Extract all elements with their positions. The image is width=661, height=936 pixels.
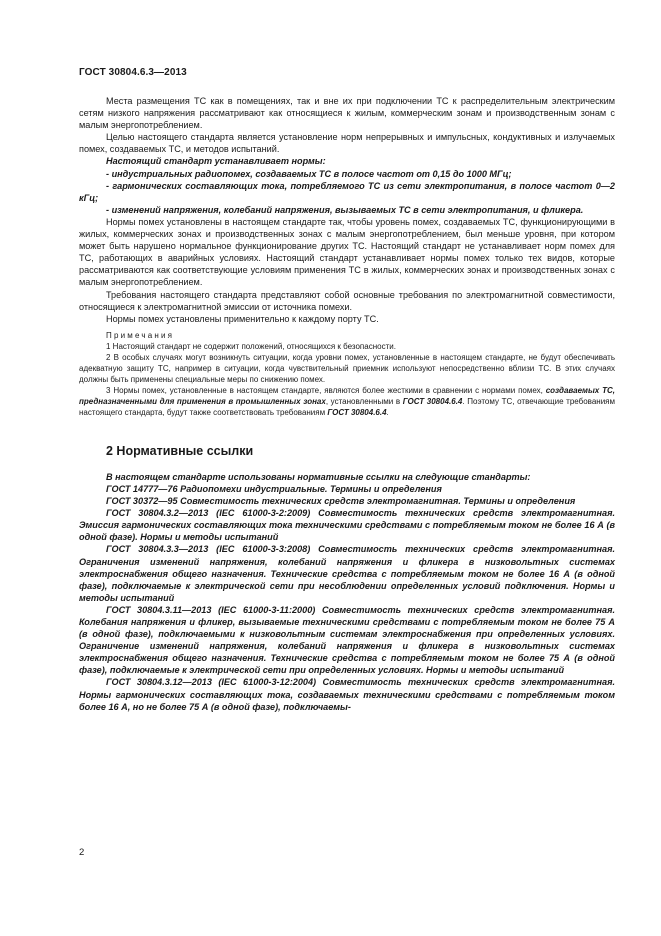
- norms-item: - индустриальных радиопомех, создаваемых ТС в полосе частот от 0,15 до 1000 МГц;: [106, 168, 512, 179]
- page-number: 2: [79, 847, 85, 858]
- paragraph: Целью настоящего стандарта является установление норм непрерывных и импульсных, кондуктивных и излучаемых помех, создаваемых ТС, и методов испытаний.: [79, 132, 615, 155]
- note-3: [79, 385, 615, 418]
- norms-intro: Настоящий стандарт устанавливает нормы:: [106, 156, 326, 167]
- norms-item: - гармонических составляющих тока, потребляемого ТС из сети электропитания, в полосе частот 0—2 кГц;: [79, 180, 615, 203]
- notes-block: [79, 330, 615, 418]
- note-3-text: .: [386, 407, 389, 417]
- note-3-text: , установленными в: [325, 396, 403, 406]
- note-3-reference: ГОСТ 30804.6.4: [327, 407, 387, 417]
- section-heading: 2 Нормативные ссылки: [106, 443, 254, 458]
- reference-item: ГОСТ 30804.3.11—2013 (IEC 61000-3-11:2000) Совместимость технических средств электромагнитная. Колебания напряжения и фликер, вызываемые техническими средствами с потребляемым током не более 75 А (в одной фазе), подключаемыми к низковольтным системам электроснабжения при определенных условиях. Ограничение изменений напряжения, колебаний напряжения и фликера в низковольтных системах электроснабжения общего назначения. Технические средства с потребляемым током не более 75 А (в одной фазе), подключаемые к электрической сети при определенных условиях. Нормы и методы испытаний: [79, 604, 615, 676]
- reference-item: ГОСТ 30804.3.3—2013 (IEC 61000-3-3:2008) Совместимость технических средств электромагнитная. Ограничения изменений напряжения, колебаний напряжения и фликера в низковольтных системах электроснабжения общего назначения. Технические средства с потребляемым током не более 16 А (в одной фазе), подключаемые к электрической сети при несоблюдении определенных условий подключения. Нормы и методы испытаний: [79, 544, 615, 603]
- note-2: 2 В особых случаях могут возникнуть ситуации, когда уровни помех, установленные в настоящем стандарте, не будут обеспечивать адекватную защиту ТС, например в ситуации, когда чувствительный приемник используют непосредственно вблизи ТС. В этих случаях должны быть применены специальные меры по снижению помех.: [79, 352, 615, 384]
- notes-title: Примечания: [106, 330, 175, 340]
- reference-item: ГОСТ 14777—76 Радиопомехи индустриальные. Термины и определения: [106, 483, 442, 494]
- paragraph: Места размещения ТС как в помещениях, так и вне их при подключении ТС к распределительным электрическим сетям низкого напряжения рассматривают как относящиеся к жилым, коммерческим зонам и производственным зонам с малым энергопотреблением.: [79, 96, 615, 131]
- paragraph: Нормы помех установлены в настоящем стандарте так, чтобы уровень помех, создаваемых ТС, функционирующими в жилых, коммерческих зонах и производственных зонах с малым энергопотреблением, был меньше уровня, при котором может быть нарушено нормальное функционирование других ТС. Настоящий стандарт не устанавливает норм помех для ТС, работающих в аварийных условиях. Настоящий стандарт устанавливает нормы помех только тех видов, которые рассматриваются как соответствующие условиям применения ТС в жилых, коммерческих зонах и производственных зонах с малым энергопотреблением.: [79, 216, 615, 288]
- note-3-text: . Поэтому ТС, отвечающие требованиям настоящего стандарта, будут также соответствовать требованиям: [79, 396, 615, 417]
- paragraph: Нормы помех установлены применительно к каждому порту ТС.: [106, 313, 379, 324]
- paragraph: Требования настоящего стандарта представляют собой основные требования по электромагнитной совместимости, относящиеся к электромагнитной эмиссии от источника помехи.: [79, 289, 615, 312]
- reference-item: ГОСТ 30804.3.12—2013 (IEC 61000-3-12:2004) Совместимость технических средств электромагнитная. Нормы гармонических составляющих тока, создаваемых техническими средствами с потребляемым током более 16 А, но не более 75 А (в одной фазе), подключаемы-: [79, 677, 615, 712]
- references-list: [79, 471, 615, 713]
- note-3-reference: ГОСТ 30804.6.4: [402, 396, 463, 406]
- references-intro: В настоящем стандарте использованы нормативные ссылки на следующие стандарты:: [106, 471, 531, 482]
- reference-item: ГОСТ 30372—95 Совместимость технических средств электромагнитная. Термины и определения: [106, 496, 576, 507]
- document-body: [79, 95, 615, 713]
- note-1: 1 Настоящий стандарт не содержит положений, относящихся к безопасности.: [106, 341, 396, 351]
- standard-code-header: ГОСТ 30804.6.3—2013: [79, 67, 187, 78]
- note-3-emphasis: создаваемых ТС, предназначенными для применения в промышленных зонах: [79, 385, 616, 406]
- note-3-text: 3 Нормы помех, установленные в настоящем стандарте, являются более жесткими в сравнении с нормами помех,: [106, 385, 546, 395]
- norms-item: - изменений напряжения, колебаний напряжения, вызываемых ТС в сети электропитания, и фликера.: [106, 204, 584, 215]
- reference-item: ГОСТ 30804.3.2—2013 (IEC 61000-3-2:2009) Совместимость технических средств электромагнитная. Эмиссия гармонических составляющих тока техническими средствами с потребляемым током не более 16 А (в одной фазе). Нормы и методы испытаний: [79, 508, 615, 543]
